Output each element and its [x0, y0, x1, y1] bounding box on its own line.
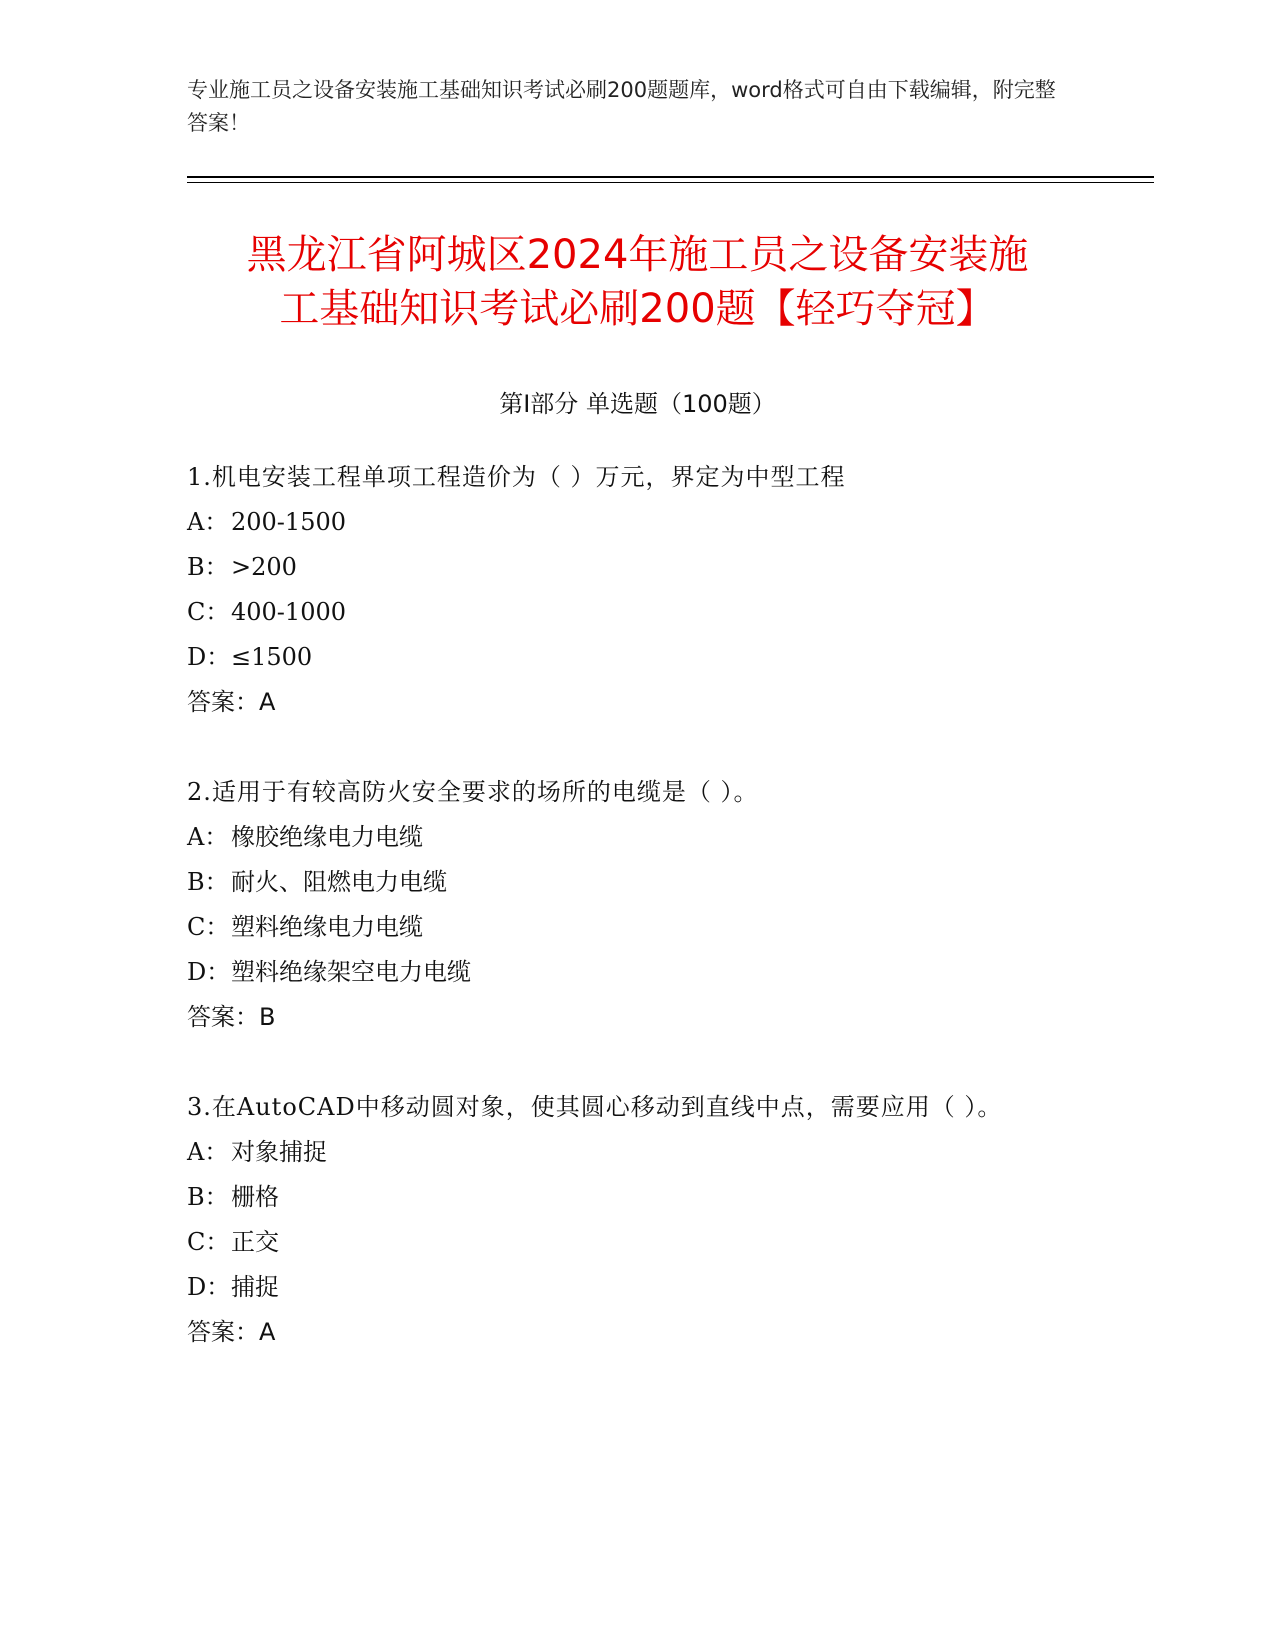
option-c	[187, 590, 1067, 635]
option-d	[187, 950, 1067, 995]
option-c	[187, 905, 1067, 950]
document-title-line-1: 黑龙江省阿城区2024年施工员之设备安装施	[246, 232, 1029, 278]
option-text: 对象捕捉	[231, 1138, 327, 1166]
option-letter: C：	[187, 1228, 230, 1256]
question-1	[187, 455, 1067, 725]
option-b	[187, 860, 1067, 905]
option-letter: B：	[187, 1183, 229, 1211]
option-letter: C：	[187, 598, 230, 626]
question-2	[187, 770, 1067, 1040]
question-stem: 1.机电安装工程单项工程造价为（ ）万元，界定为中型工程	[187, 463, 846, 491]
option-c	[187, 1220, 1067, 1265]
answer-line: 答案：B	[187, 1003, 276, 1031]
question-stem: 3.在AutoCAD中移动圆对象，使其圆心移动到直线中点，需要应用（ ）。	[187, 1093, 1003, 1121]
answer-line: 答案：A	[187, 1318, 276, 1346]
document-title-line-2: 工基础知识考试必刷200题【轻巧夺冠】	[279, 286, 996, 332]
option-a	[187, 1130, 1067, 1175]
option-d	[187, 635, 1067, 680]
option-letter: D：	[187, 958, 231, 986]
option-letter: D：	[187, 643, 231, 671]
option-letter: C：	[187, 913, 230, 941]
option-letter: D：	[187, 1273, 231, 1301]
option-text: 橡胶绝缘电力电缆	[231, 823, 423, 851]
option-d	[187, 1265, 1067, 1310]
option-letter: A：	[187, 823, 229, 851]
document-title	[150, 228, 1125, 336]
header-divider-thin	[187, 182, 1154, 183]
option-letter: B：	[187, 553, 229, 581]
question-stem: 2.适用于有较高防火安全要求的场所的电缆是（ ）。	[187, 778, 759, 806]
option-text: >200	[231, 553, 297, 581]
option-letter: A：	[187, 508, 229, 536]
option-text: ≤1500	[231, 643, 313, 671]
option-text: 正交	[231, 1228, 279, 1256]
option-a	[187, 815, 1067, 860]
option-text: 耐火、阻燃电力电缆	[231, 868, 447, 896]
header-note: 专业施工员之设备安装施工基础知识考试必刷200题题库，word格式可自由下载编辑，附完整答案！	[187, 78, 1056, 135]
option-letter: B：	[187, 868, 229, 896]
option-b	[187, 1175, 1067, 1220]
option-text: 400-1000	[231, 598, 346, 626]
option-text: 200-1500	[231, 508, 346, 536]
option-text: 塑料绝缘架空电力电缆	[231, 958, 471, 986]
option-text: 栅格	[231, 1183, 279, 1211]
header-divider-thick	[187, 176, 1154, 178]
question-3	[187, 1085, 1067, 1355]
section-title: 第Ⅰ部分 单选题（100题）	[499, 390, 776, 418]
option-b	[187, 545, 1067, 590]
option-text: 塑料绝缘电力电缆	[231, 913, 423, 941]
answer-line: 答案：A	[187, 688, 276, 716]
option-a	[187, 500, 1067, 545]
option-letter: A：	[187, 1138, 229, 1166]
option-text: 捕捉	[231, 1273, 279, 1301]
